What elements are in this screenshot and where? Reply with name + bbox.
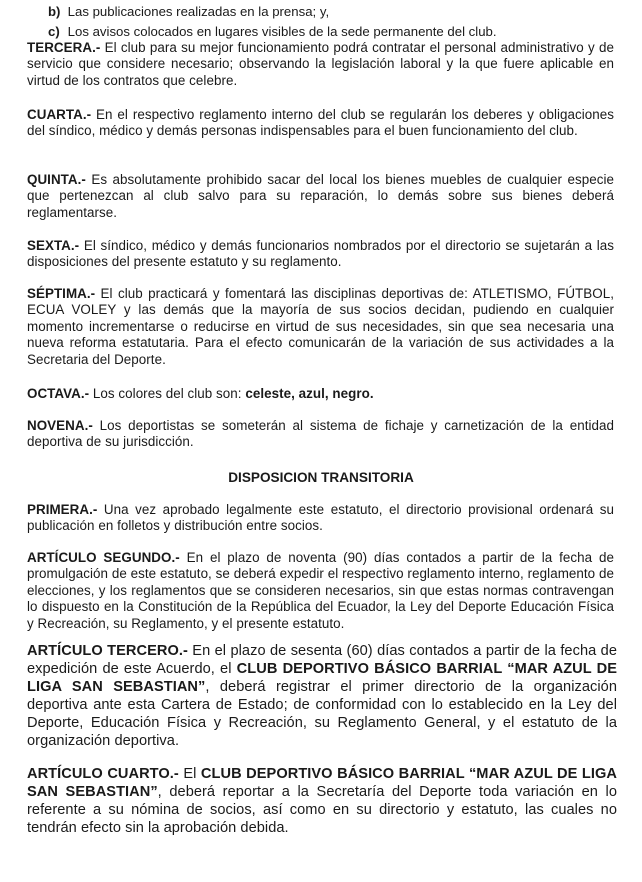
clause-heading: CUARTA.- [27,107,92,122]
article-text: En el plazo de noventa (90) días contados a partir de la fecha de promulgación de este estatuto, se deberá expedir el respectivo reglamento interno, reglamento de elecciones, y los reglamentos que se consideren necesarios, sin que estas normas contravengan lo dispuesto en la Constitución de la República del Ecuador, la Ley del Deporte Educación Física y Recreación, su Reglamento, y el presente estatuto. [27,550,614,631]
list-item [48,22,608,42]
clause-heading: SÉPTIMA.- [27,286,96,301]
list-marker: c) [48,24,60,39]
clause-septima [27,286,614,368]
clause-tercera [27,40,614,89]
section-title: DISPOSICION TRANSITORIA [228,470,414,485]
clause-heading: SEXTA.- [27,238,80,253]
article-heading: ARTÍCULO TERCERO.- [27,643,188,659]
list-item [48,2,608,22]
clause-novena [27,418,614,451]
article-text: , deberá registrar el primer directorio de la organización deportiva ante esta Cartera de Estado; de conformidad con lo establecido en la Ley del Deporte, Educación Física y Recreación, su Reglamento General, y el estatuto de la organización deportiva. [27,678,617,749]
clause-text: El síndico, médico y demás funcionarios nombrados por el directorio se sujetarán a las disposiciones del presente estatuto y su reglamento. [27,238,614,270]
clause-text: Los colores del club son: [89,386,246,401]
club-name: CLUB DEPORTIVO BÁSICO BARRIAL “MAR AZUL DE LIGA SAN SEBASTIAN” [27,660,617,695]
article-cuarto [27,766,617,838]
clause-text: Una vez aprobado legalmente este estatuto, el directorio provisional ordenará su publicación en folletos y distribución entre socios. [27,502,614,534]
article-tercero [27,643,617,750]
clause-text: Los deportistas se someterán al sistema de fichaje y carnetización de la entidad deportiva de su jurisdicción. [27,418,614,450]
list-item-text: Los avisos colocados en lugares visibles de la sede permanente del club. [67,24,497,39]
clause-text: Es absolutamente prohibido sacar del local los bienes muebles de cualquier especie que pertenezcan al club salvo para su reparación, lo demás sobre sus bienes deberá reglamentarse. [27,172,614,220]
list-item-text: Las publicaciones realizadas en la prensa; y, [67,4,330,19]
club-name: CLUB DEPORTIVO BÁSICO BARRIAL “MAR AZUL DE LIGA SAN SEBASTIAN” [27,766,617,800]
transitoria-primera [27,502,614,535]
clause-heading: OCTAVA.- [27,386,90,401]
clause-heading: PRIMERA.- [27,502,98,517]
article-text: El [178,766,201,782]
article-heading: ARTÍCULO CUARTO.- [27,766,179,782]
clause-text: El club para su mejor funcionamiento podrá contratar el personal administrativo y de servicio que considere necesario; observando la legislación laboral y la que fuere aplicable en virtud de los contratos que celebre. [27,40,614,88]
article-text: En el plazo de sesenta (60) días contados a partir de la fecha de expedición de este Acuerdo, el [27,643,617,677]
list-marker: b) [48,4,61,19]
clause-sexta [27,238,614,271]
clause-text: El club practicará y fomentará las disciplinas deportivas de: ATLETISMO, FÚTBOL, ECUA VOLEY y las demás que la mayoría de sus socios decidan, pudiendo en cualquier momento incrementarse o reducirse en virtud de sus necesidades, sin que sea necesaria una nueva reforma estatutaria. Para el efecto comunicarán de la variación de sus actividades a la Secretaria del Deporte. [27,286,614,367]
clause-heading: NOVENA.- [27,418,93,433]
clause-heading: TERCERA.- [27,40,101,55]
clause-octava [27,386,614,402]
article-segundo [27,550,614,632]
clause-quinta [27,172,614,221]
club-colors: celeste, azul, negro. [245,386,374,401]
article-text: , deberá reportar a la Secretaría del Deporte toda variación en lo referente a su nómina de socios, así como en su directorio y estatuto, las cuales no tendrán efecto sin la aprobación debida. [27,783,617,836]
clause-cuarta [27,107,614,140]
clause-text: En el respectivo reglamento interno del club se regularán los deberes y obligaciones del síndico, médico y demás personas indispensables para el buen funcionamiento del club. [27,107,614,139]
article-heading: ARTÍCULO SEGUNDO.- [27,550,180,565]
clause-heading: QUINTA.- [27,172,86,187]
notification-list [48,2,608,42]
